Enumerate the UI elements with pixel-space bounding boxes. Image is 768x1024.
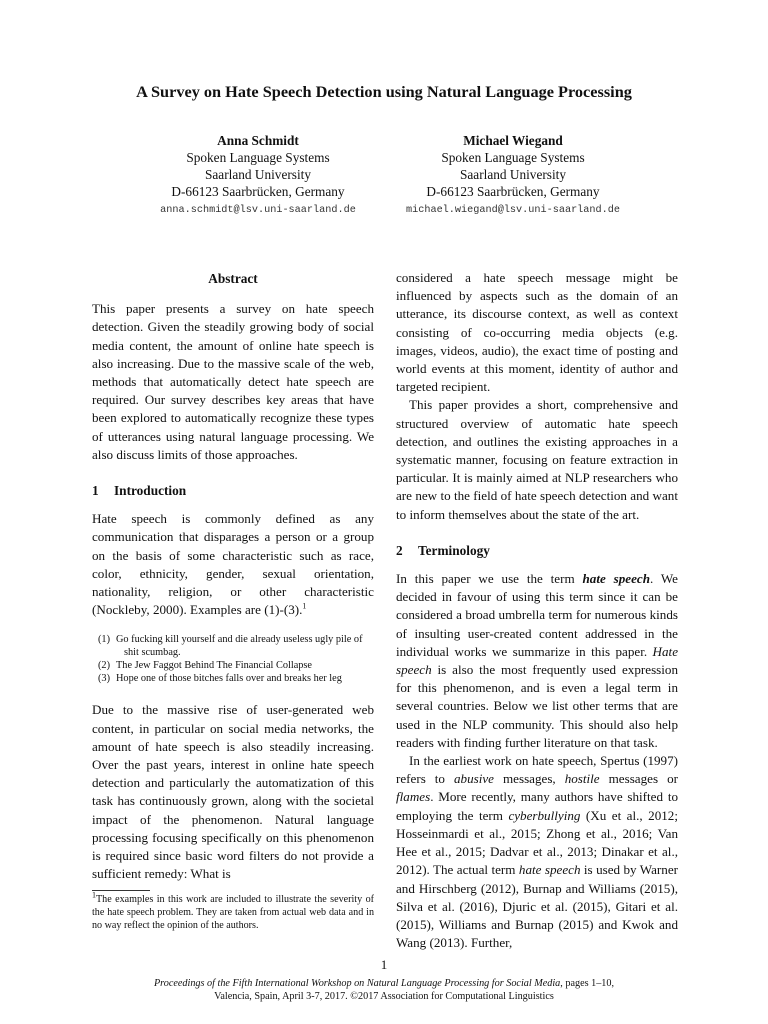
proceedings-line-2: Valencia, Spain, April 3-7, 2017. ©2017 Association for Computational Linguistics <box>214 990 554 1002</box>
proceedings-footer <box>0 978 768 1003</box>
example-list <box>92 633 374 685</box>
abstract-heading: Abstract <box>208 271 258 286</box>
example-label: (2) <box>98 660 111 672</box>
author-university: Saarland University <box>460 167 566 182</box>
text-run: . We decided in favour of using this term since it can be considered a broad umbrella term for numerous kinds of insulting user-created content addressed in the individual works we summarize in this paper. <box>396 571 678 659</box>
terminology-paragraph-1 <box>396 570 678 752</box>
author-address: D-66123 Saarbrücken, Germany <box>426 184 600 199</box>
footnote-number: 1 <box>92 890 96 900</box>
example-text: Hope one of those bitches falls over and breaks her leg <box>116 673 342 685</box>
proceedings-pages: , pages 1–10, <box>560 978 615 989</box>
term-hate-speech-italic: Hate speech <box>396 643 678 678</box>
example-item <box>92 659 374 672</box>
term-hate-speech-italic: hate speech <box>518 862 581 878</box>
text-run: In this paper we use the term <box>396 571 583 587</box>
author-address: D-66123 Saarbrücken, Germany <box>171 184 345 199</box>
author-block-2 <box>383 132 643 219</box>
section-heading-terminology <box>396 542 678 560</box>
example-label: (3) <box>98 673 111 685</box>
page-number: 1 <box>380 957 388 972</box>
term-abusive: abusive <box>453 771 494 787</box>
author-email[interactable]: michael.wiegand@lsv.uni-saarland.de <box>406 205 620 216</box>
author-affiliation: Spoken Language Systems <box>441 150 585 165</box>
section-heading-introduction <box>92 482 374 500</box>
author-name: Anna Schmidt <box>217 133 299 148</box>
text-run: messages or <box>599 771 678 787</box>
intro-paragraph-continued: considered a hate speech message might be influenced by aspects such as the domain of an utterance, its discourse context, as well as context consisting of co-occurring media objects (e.g. images, videos, audio), the exact time of posting and world events at this moment, identity of author and targeted recipient. <box>396 270 678 395</box>
proceedings-title: Proceedings of the Fifth International Workshop on Natural Language Processing for Social Media <box>153 978 561 989</box>
term-flames: flames <box>396 789 431 805</box>
intro-paragraph-1-text: Hate speech is commonly defined as any communication that disparages a person or a group on the basis of some characteristic such as race, color, ethnicity, gender, sexual orientation, nationality, religion, or other characteristic (Nockleby, 2000). Examples are (1)-(3). <box>92 511 374 618</box>
paper-title: A Survey on Hate Speech Detection using Natural Language Processing <box>136 82 632 101</box>
author-email[interactable]: anna.schmidt@lsv.uni-saarland.de <box>160 205 356 216</box>
example-text: The Jew Faggot Behind The Financial Collapse <box>116 660 312 672</box>
proceedings-line-1 <box>0 978 768 991</box>
text-run: In the earliest work on hate speech, Spertus (1997) refers to <box>396 753 678 787</box>
section-number: 2 <box>396 542 403 558</box>
author-block-1 <box>128 132 388 219</box>
author-university: Saarland University <box>205 167 311 182</box>
footnote-text: The examples in this work are included to illustrate the severity of the hate speech problem. They are taken from actual web data and in no way reflect the opinion of the authors. <box>92 894 374 931</box>
example-item <box>92 672 374 685</box>
intro-paragraph-1 <box>92 510 374 619</box>
text-run: . More recently, many authors have shifted to employing the term <box>396 789 678 823</box>
author-name: Michael Wiegand <box>463 133 563 148</box>
term-cyberbullying: cyberbullying <box>508 807 581 823</box>
example-text: Go fucking kill yourself and die already useless ugly pile of shit scumbag. <box>116 634 363 659</box>
intro-paragraph-2: Due to the massive rise of user-generated web content, in particular on social media networks, the amount of hate speech is also steadily increasing. Over the past years, interest in online hate speech detection and particularly the automatization of this task has continuously grown, along with the societal impact of the phenomenon. Natural language processing focusing specifically on this phenomenon is required since basic word filters do not provide a sufficient remedy: What is <box>92 702 374 882</box>
abstract-body: This paper presents a survey on hate speech detection. Given the steadily growing body of social media content, the amount of online hate speech is also increasing. Due to the massive scale of the web, methods that automatically detect hate speech are required. Our survey describes key areas that have been explored to automatically recognize these types of utterances using natural language processing. We also discuss limits of those approaches. <box>92 301 374 462</box>
footnote-rule <box>92 890 150 891</box>
term-hostile: hostile <box>564 771 600 787</box>
left-column <box>92 270 374 883</box>
term-hate-speech: hate speech <box>582 571 650 587</box>
intro-paragraph-3: This paper provides a short, comprehensive and structured overview of automatic hate speech detection, and outlines the existing approaches in a systematic manner, focusing on feature extraction in particular. It is mainly aimed at NLP researchers who are new to the field of hate speech detection and want to inform themselves about the state of the art. <box>396 397 678 522</box>
example-item <box>92 633 374 659</box>
section-title: Introduction <box>114 483 187 499</box>
section-number: 1 <box>92 483 99 499</box>
text-run: is also the most frequently used expression for this phenomenon, and is even a legal term in several countries. Below we list other terms that are used in the NLP community. This should also help readers with finding further literature on that task. <box>396 662 678 750</box>
text-run: messages, <box>493 771 565 787</box>
right-column <box>396 269 678 952</box>
section-title: Terminology <box>418 542 490 558</box>
author-affiliation: Spoken Language Systems <box>186 150 330 165</box>
terminology-paragraph-2 <box>396 752 678 952</box>
text-run: (Xu et al., 2012; Hosseinmardi et al., 2015; Zhong et al., 2016; Van Hee et al., 2015; Dadvar et al., 2013; Dinakar et al., 2012). The actual term <box>396 807 678 878</box>
footnote <box>92 890 374 932</box>
footnote-marker[interactable]: 1 <box>302 601 307 611</box>
text-run: is used by Warner and Hirschberg (2012), Burnap and Williams (2015), Silva et al. (2016), Djuric et al. (2015), Gitari et al. (2015), Williams and Burnap (2015) and Kwok and Wang (2013). Further, <box>396 862 678 951</box>
example-label: (1) <box>98 634 111 646</box>
